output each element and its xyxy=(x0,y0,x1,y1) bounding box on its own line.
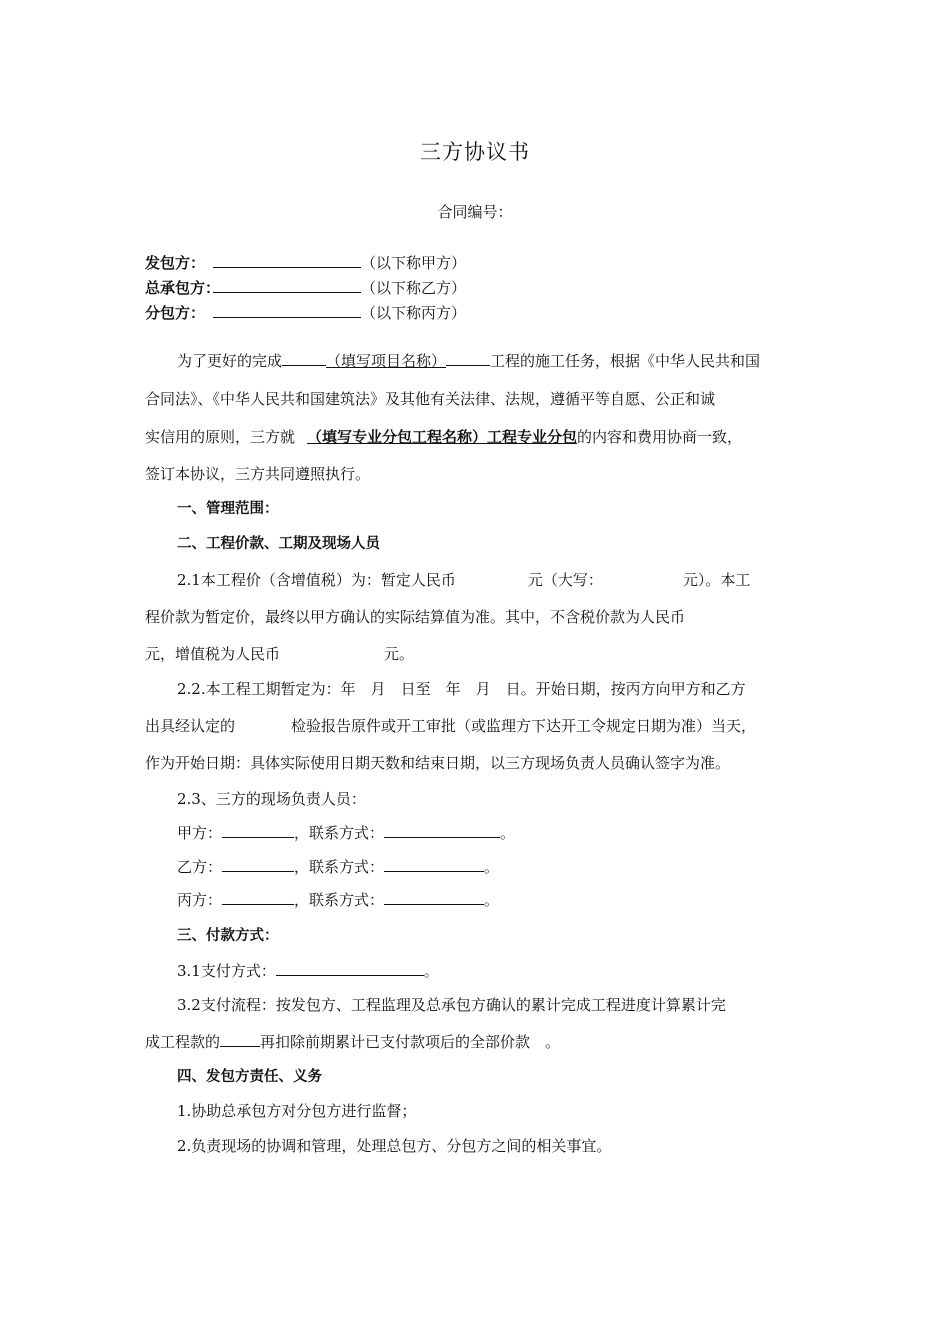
party-blank xyxy=(213,302,361,318)
clause-2-1-line-2: 程价款为暂定价，最终以甲方确认的实际结算值为准。其中，不含税价款为人民币 xyxy=(145,608,686,626)
contact-row-b xyxy=(177,856,499,878)
underline-blank xyxy=(384,822,500,838)
project-name-placeholder: （填写项目名称） xyxy=(326,352,447,370)
clause-text: 元（大写： xyxy=(527,571,603,589)
party-employer xyxy=(145,252,466,274)
clause-text: 检验报告原件或开工审批（或监理方下达开工令规定日期为准）当天， xyxy=(291,717,757,735)
clause-text: 元，增值税为人民币 xyxy=(145,645,281,663)
document-title: 三方协议书 xyxy=(420,140,530,164)
contact-label: ，联系方式： xyxy=(294,858,385,876)
intro-text: 实信用的原则，三方就 xyxy=(145,428,296,446)
clause-text: 元）。本工 xyxy=(682,571,751,589)
party-subcontractor xyxy=(145,302,466,324)
clause-2-2-line-2 xyxy=(145,715,756,737)
intro-line-2: 合同法》、《中华人民共和国建筑法》及其他有关法律、法规，遵循平等自愿、公正和诚 xyxy=(145,390,716,408)
punctuation: 。 xyxy=(484,891,500,909)
underline-blank xyxy=(222,822,294,838)
intro-text: 工程的施工任务，根据《中华人民共和国 xyxy=(490,352,761,370)
clause-4-2: 2.负责现场的协调和管理，处理总包方、分包方之间的相关事宜。 xyxy=(177,1137,612,1155)
section-heading-2: 二、工程价款、工期及现场人员 xyxy=(177,536,380,552)
contact-row-c xyxy=(177,889,499,911)
party-suffix: （以下称乙方） xyxy=(361,279,467,297)
clause-text: 元。 xyxy=(384,645,415,663)
underline-blank xyxy=(220,1031,260,1047)
intro-line-4: 签订本协议，三方共同遵照执行。 xyxy=(145,465,371,483)
clause-3-2-line-1: 3.2支付流程：按发包方、工程监理及总承包方确认的累计完成工程进度计算累计完 xyxy=(177,996,726,1014)
clause-3-1 xyxy=(177,960,439,982)
underline-blank xyxy=(276,960,424,976)
section-heading-1: 一、管理范围： xyxy=(177,501,279,517)
contact-party: 丙方： xyxy=(177,891,223,909)
contact-label: ，联系方式： xyxy=(294,824,385,842)
underline-blank xyxy=(446,350,490,366)
underline-blank xyxy=(222,889,294,905)
party-suffix: （以下称甲方） xyxy=(361,254,467,272)
clause-2-2-line-1: 2.2.本工程工期暂定为：年 月 日至 年 月 日。开始日期，按丙方向甲方和乙方 xyxy=(177,680,746,698)
party-blank xyxy=(213,252,361,268)
clause-2-3: 2.3、三方的现场负责人员： xyxy=(177,790,366,808)
contact-party: 乙方： xyxy=(177,858,223,876)
clause-text: 3.1支付方式： xyxy=(177,962,276,980)
intro-text: 的内容和费用协商一致， xyxy=(577,428,743,446)
party-general-contractor xyxy=(145,277,466,299)
party-label: 发包方： xyxy=(145,254,206,272)
intro-text: 为了更好的完成 xyxy=(177,352,283,370)
party-suffix: （以下称丙方） xyxy=(361,304,467,322)
clause-text: 成工程款的 xyxy=(145,1033,221,1051)
intro-line-1 xyxy=(177,350,760,372)
intro-line-3 xyxy=(145,426,742,448)
clause-text: 再扣除前期累计已支付款项后的全部价款 。 xyxy=(260,1033,561,1051)
clause-3-2-line-2 xyxy=(145,1031,560,1053)
clause-text: 出具经认定的 xyxy=(145,717,236,735)
clause-4-1: 1.协助总承包方对分包方进行监督； xyxy=(177,1102,417,1120)
clause-text: 2.1本工程价（含增值税）为：暂定人民币 xyxy=(177,571,456,589)
clause-2-2-line-3: 作为开始日期：具体实际使用日期天数和结束日期，以三方现场负责人员确认签字为准。 xyxy=(145,754,731,772)
party-label: 分包方： xyxy=(145,304,206,322)
subcontract-name-placeholder: （填写专业分包工程名称）工程专业分包 xyxy=(307,428,578,446)
underline-blank xyxy=(384,856,484,872)
punctuation: 。 xyxy=(423,962,439,980)
underline-blank xyxy=(282,350,326,366)
underline-blank xyxy=(384,889,484,905)
contract-number-label: 合同编号： xyxy=(437,203,513,221)
contact-party: 甲方： xyxy=(177,824,223,842)
party-blank xyxy=(213,277,361,293)
contact-row-a xyxy=(177,822,515,844)
underline-blank xyxy=(222,856,294,872)
clause-2-1-line-1 xyxy=(177,569,750,591)
contact-label: ，联系方式： xyxy=(294,891,385,909)
party-label: 总承包方： xyxy=(145,279,221,297)
section-heading-4: 四、发包方责任、义务 xyxy=(177,1069,322,1085)
clause-2-1-line-3 xyxy=(145,643,414,665)
punctuation: 。 xyxy=(500,824,516,842)
section-heading-3: 三、付款方式： xyxy=(177,928,279,944)
punctuation: 。 xyxy=(484,858,500,876)
